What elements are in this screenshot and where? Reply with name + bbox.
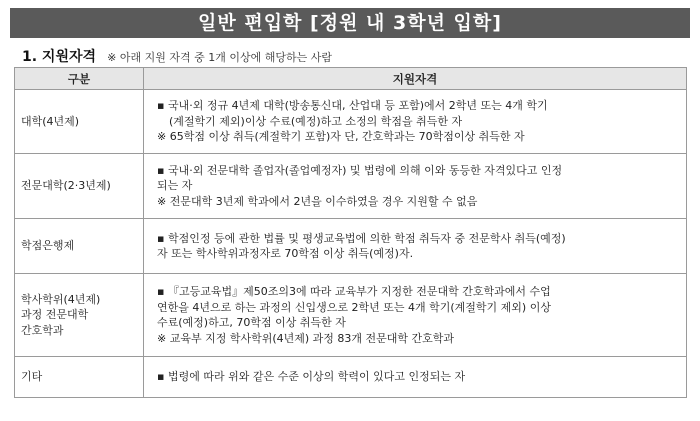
section-title: 1. 지원자격 — [22, 49, 97, 65]
eligibility-table — [14, 67, 687, 398]
qualification-line: ▪ 법령에 따라 위와 같은 수준 이상의 학력이 있다고 인정되는 자 — [157, 370, 466, 384]
category-line: 과정 전문대학 — [21, 308, 89, 322]
qualification-line: ▪ 국내·외 정규 4년제 대학(방송통신대, 산업대 등 포함)에서 2학년 또는 4개 학기 — [157, 99, 548, 113]
row-qualification — [144, 154, 687, 219]
qualification-line: (계절학기 제외)이상 수료(예정)하고 소정의 학점을 취득한 자 — [169, 114, 463, 128]
row-category — [15, 219, 144, 274]
row-qualification — [144, 357, 687, 398]
row-qualification — [144, 274, 687, 357]
qualification-note: ※ 65학점 이상 취득(계절학기 포함)자 단, 간호학과는 70학점이상 취득한 자 — [157, 130, 525, 144]
table-row — [15, 357, 687, 398]
header-qualification: 지원자격 — [144, 68, 687, 90]
category-line: 학사학위(4년제) — [21, 292, 101, 306]
qualification-note: ※ 교육부 지정 학사학위(4년제) 과정 83개 전문대학 간호학과 — [157, 331, 455, 345]
qualification-line: 자 또는 학사학위과정자로 70학점 이상 취득(예정)자. — [157, 247, 414, 260]
row-qualification — [144, 90, 687, 154]
row-category — [15, 274, 144, 357]
section-heading — [22, 46, 692, 66]
qualification-line: 수료(예정)하고, 70학점 이상 취득한 자 — [157, 316, 346, 329]
category-line: 전문대학(2·3년제) — [21, 179, 111, 193]
category-line: 기타 — [21, 370, 43, 384]
table-row — [15, 154, 687, 219]
category-line: 학점은행제 — [21, 239, 75, 253]
qualification-note: ※ 전문대학 3년제 학과에서 2년을 이수하였을 경우 지원할 수 없음 — [157, 194, 478, 208]
table-header-row — [15, 68, 687, 90]
qualification-line: 되는 자 — [157, 179, 193, 193]
row-category — [15, 90, 144, 154]
table-row — [15, 219, 687, 274]
table-row — [15, 274, 687, 357]
row-category — [15, 357, 144, 398]
qualification-line: ▪ 학점인정 등에 관한 법률 및 평생교육법에 의한 학점 취득자 중 전문학사 취득(예정) — [157, 231, 566, 245]
qualification-line: ▪ 『고등교육법』제50조의3에 따라 교육부가 지정한 전문대학 간호학과에서 수업 — [157, 285, 551, 298]
table-row — [15, 90, 687, 154]
section-note: ※ 아래 지원 자격 중 1개 이상에 해당하는 사람 — [107, 51, 332, 64]
qualification-line: 연한을 4년으로 하는 과정의 신입생으로 2학년 또는 4개 학기(계절학기 제외) 이상 — [157, 300, 551, 314]
category-line: 간호학과 — [21, 323, 64, 337]
page-title: 일반 편입학 [정원 내 3학년 입학] — [10, 8, 690, 38]
header-category: 구분 — [15, 68, 144, 90]
qualification-line: ▪ 국내·외 전문대학 졸업자(졸업예정자) 및 법령에 의해 이와 동등한 자격있다고 인정 — [157, 163, 563, 177]
category-line: 대학(4년제) — [21, 114, 80, 128]
row-qualification — [144, 219, 687, 274]
row-category — [15, 154, 144, 219]
